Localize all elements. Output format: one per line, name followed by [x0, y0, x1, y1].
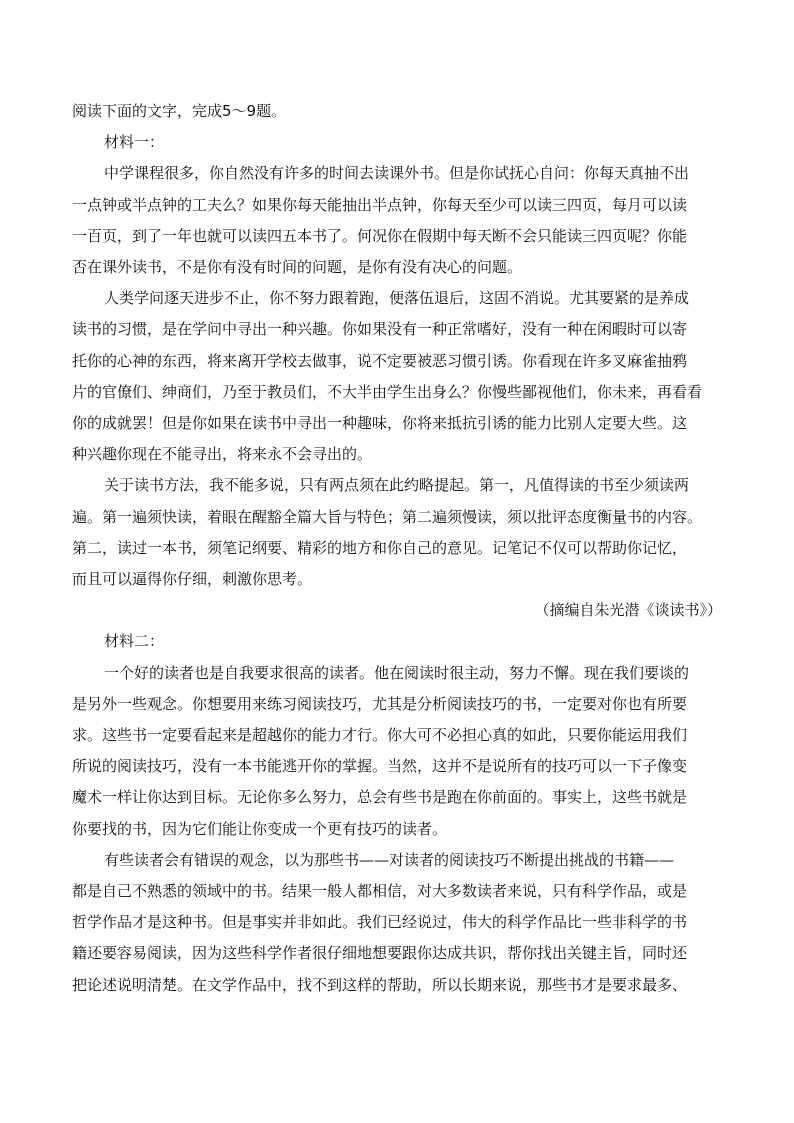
question-instruction: 阅读下面的文字，完成5～9题。 — [72, 102, 287, 120]
text-line: 有些读者会有错误的观念，以为那些书——对读者的阅读技巧不断提出挑战的书籍—— — [104, 850, 675, 869]
text-line: 第二，读过一本书，须笔记纲要、精彩的地方和你自己的意见。记笔记不仅可以帮助你记忆， — [72, 538, 688, 557]
material-2-label: 材料二： — [104, 632, 165, 651]
text-line: 一个好的读者也是自我要求很高的读者。他在阅读时很主动，努力不懈。现在我们要谈的 — [104, 663, 690, 682]
material-1-paragraph-2 — [72, 283, 724, 470]
text-line: 片的官僚们、绅商们，乃至于教员们，不大半由学生出身么？你慢些鄙视他们，你未来，再看看 — [72, 382, 703, 401]
text-line: 是另外一些观念。你想要用来练习阅读技巧，尤其是分析阅读技巧的书，一定要对你也有所要 — [72, 694, 688, 713]
text-line: 都是自己不熟悉的领域中的书。结果一般人都相信，对大多数读者来说，只有科学作品，或是 — [72, 882, 688, 901]
text-line: 你要找的书，因为它们能让你变成一个更有技巧的读者。 — [72, 819, 448, 838]
text-line: 籍还要容易阅读，因为这些科学作者很仔细地想要跟你达成共识，帮你找出关键主旨，同时还 — [72, 944, 688, 963]
material-1-source: （摘编自朱光潜《谈读书》） — [534, 601, 722, 620]
material-2-paragraph-1 — [72, 658, 724, 845]
text-line: 中学课程很多，你自然没有许多的时间去读课外书。但是你试抚心自问：你每天真抽不出 — [104, 164, 690, 183]
material-2-paragraph-2 — [72, 845, 724, 1001]
text-line: 哲学作品才是这种书。但是事实并非如此。我们已经说过，伟大的科学作品比一些非科学的书 — [72, 913, 688, 932]
text-line: 所说的阅读技巧，没有一本书能逃开你的掌握。当然，这并不是说所有的技巧可以一下子像变 — [72, 757, 688, 776]
document-page — [72, 96, 724, 1001]
text-line: 求。这些书一定要看起来是超越你的能力才行。你大可不必担心真的如此，只要你能运用我们 — [72, 726, 688, 745]
material-1-paragraph-1 — [72, 158, 724, 283]
material-1-paragraph-3 — [72, 470, 724, 595]
text-line: 魔术一样让你达到目标。无论你多么努力，总会有些书是跑在你前面的。事实上，这些书就是 — [72, 788, 688, 807]
text-line: 把论述说明清楚。在文学作品中，找不到这样的帮助，所以长期来说，那些书才是要求最多、 — [72, 975, 688, 994]
text-line: 遍。第一遍须快读，着眼在醒豁全篇大旨与特色；第二遍须慢读，须以批评态度衡量书的内容。 — [72, 507, 703, 526]
text-line: 而且可以逼得你仔细，刺激你思考。 — [72, 570, 313, 589]
material-1-label: 材料一： — [104, 133, 165, 152]
text-line: 托你的心神的东西，将来离开学校去做事，说不定要被恶习惯引诱。你看现在许多叉麻雀抽鸦 — [72, 351, 688, 370]
text-line: 一点钟或半点钟的工夫么？如果你每天能抽出半点钟，你每天至少可以读三四页，每月可以读 — [72, 195, 688, 214]
text-line: 种兴趣你现在不能寻出，将来永不会寻出的。 — [72, 445, 373, 464]
text-line: 一百页，到了一年也就可以读四五本书了。何况你在假期中每天断不会只能读三四页呢？你能 — [72, 226, 688, 245]
text-line: 否在课外读书，不是你有没有时间的问题，是你有没有决心的问题。 — [72, 258, 523, 277]
text-line: 人类学问逐天进步不止，你不努力跟着跑，便落伍退后，这固不消说。尤其要紧的是养成 — [104, 289, 690, 308]
text-line: 读书的习惯，是在学问中寻出一种兴趣。你如果没有一种正常嗜好，没有一种在闲暇时可以寄 — [72, 320, 688, 339]
text-line: 关于读书方法，我不能多说，只有两点须在此约略提起。第一，凡值得读的书至少须读两 — [104, 476, 690, 495]
text-line: 你的成就罢！但是你如果在读书中寻出一种趣味，你将来抵抗引诱的能力比别人定要大些。这 — [72, 414, 688, 433]
